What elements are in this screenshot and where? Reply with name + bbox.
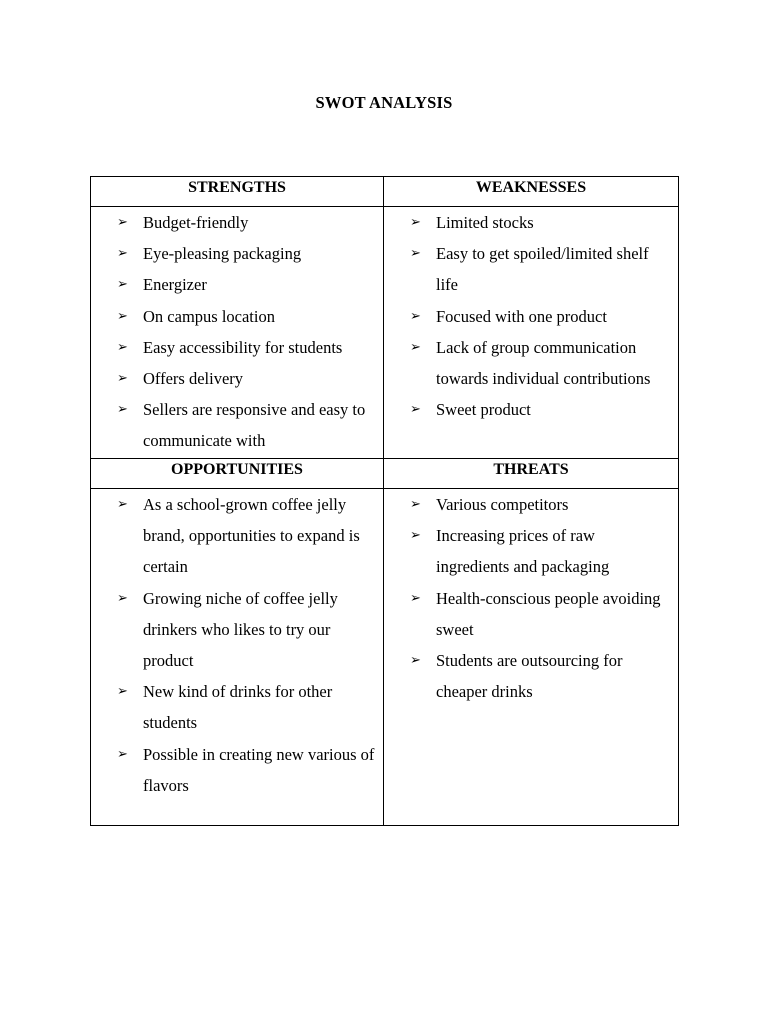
header-row-top [91, 177, 679, 207]
opportunities-list [91, 489, 383, 801]
list-item-text: New kind of drinks for other students [143, 682, 333, 733]
list-item-text: As a school-grown coffee jelly brand, opportunities to expand is certain [143, 495, 360, 577]
weaknesses-list [384, 207, 678, 425]
list-item [384, 301, 678, 332]
arrow-bullet-icon: ➢ [117, 339, 128, 355]
list-item-text: Energizer [143, 275, 207, 295]
list-item-text: Sellers are responsive and easy to communicate with [143, 400, 366, 451]
list-item [384, 394, 678, 425]
list-item-text: Budget-friendly [143, 213, 249, 232]
list-item [91, 489, 383, 583]
arrow-bullet-icon: ➢ [117, 746, 128, 762]
arrow-bullet-icon: ➢ [117, 277, 128, 293]
arrow-bullet-icon: ➢ [117, 497, 128, 512]
list-item-text: Lack of group communication towards individual contributions [436, 337, 651, 389]
list-item [91, 676, 383, 738]
list-item-text: Possible in creating new various of flavors [143, 744, 375, 795]
header-row-bottom [91, 459, 679, 489]
arrow-bullet-icon: ➢ [117, 215, 128, 230]
strengths-cell [91, 207, 384, 459]
list-item [384, 207, 678, 238]
body-row-top [91, 207, 679, 459]
list-item-text: Growing niche of coffee jelly drinkers who likes to try our product [143, 588, 338, 671]
strengths-header [91, 177, 384, 207]
list-item-text: Focused with one product [436, 306, 607, 326]
arrow-bullet-icon: ➢ [410, 653, 421, 669]
threats-cell [384, 489, 679, 826]
list-item-text: Limited stocks [436, 213, 534, 232]
arrow-bullet-icon: ➢ [117, 402, 128, 418]
list-item-text: Increasing prices of raw ingredients and packaging [436, 526, 610, 577]
page-title: SWOT ANALYSIS [315, 93, 453, 112]
list-item [384, 238, 678, 300]
strengths-list [91, 207, 383, 457]
list-item [384, 489, 678, 520]
list-item-text: Eye-pleasing packaging [143, 244, 302, 264]
weaknesses-header [384, 177, 679, 207]
opportunities-header [91, 459, 384, 489]
body-row-bottom [91, 489, 679, 826]
list-item-text: Easy to get spoiled/limited shelf life [436, 244, 649, 295]
list-item [384, 520, 678, 582]
strengths-header-label: STRENGTHS [188, 179, 286, 196]
list-item-text: Students are outsourcing for cheaper drinks [436, 651, 623, 702]
list-item [91, 583, 383, 677]
list-item [384, 332, 678, 394]
arrow-bullet-icon: ➢ [410, 246, 421, 262]
arrow-bullet-icon: ➢ [117, 590, 128, 606]
weaknesses-cell [384, 207, 679, 459]
list-item [91, 363, 383, 394]
list-item-text: On campus location [143, 306, 275, 326]
list-item [91, 739, 383, 801]
list-item [91, 332, 383, 363]
arrow-bullet-icon: ➢ [410, 590, 421, 606]
threats-header [384, 459, 679, 489]
list-item-text: Easy accessibility for students [143, 337, 343, 357]
list-item-text: Various competitors [436, 495, 569, 514]
arrow-bullet-icon: ➢ [117, 371, 128, 387]
list-item [384, 645, 678, 707]
list-item [91, 394, 383, 456]
threats-list [384, 489, 678, 707]
arrow-bullet-icon: ➢ [117, 684, 128, 700]
swot-table [90, 176, 679, 826]
list-item [91, 301, 383, 332]
list-item-text: Health-conscious people avoiding sweet [436, 588, 661, 639]
list-item [91, 269, 383, 300]
opportunities-header-label: OPPORTUNITIES [171, 461, 303, 478]
list-item [91, 238, 383, 269]
weaknesses-header-label: WEAKNESSES [475, 179, 587, 196]
arrow-bullet-icon: ➢ [410, 215, 421, 230]
arrow-bullet-icon: ➢ [117, 308, 128, 324]
threats-header-label: THREATS [493, 461, 569, 478]
arrow-bullet-icon: ➢ [410, 497, 421, 512]
arrow-bullet-icon: ➢ [410, 528, 421, 544]
list-item-text: Offers delivery [143, 369, 244, 389]
list-item [384, 583, 678, 645]
opportunities-cell [91, 489, 384, 826]
arrow-bullet-icon: ➢ [410, 339, 421, 355]
arrow-bullet-icon: ➢ [410, 308, 421, 324]
list-item-text: Sweet product [436, 400, 531, 420]
list-item [91, 207, 383, 238]
arrow-bullet-icon: ➢ [410, 402, 421, 418]
arrow-bullet-icon: ➢ [117, 246, 128, 262]
